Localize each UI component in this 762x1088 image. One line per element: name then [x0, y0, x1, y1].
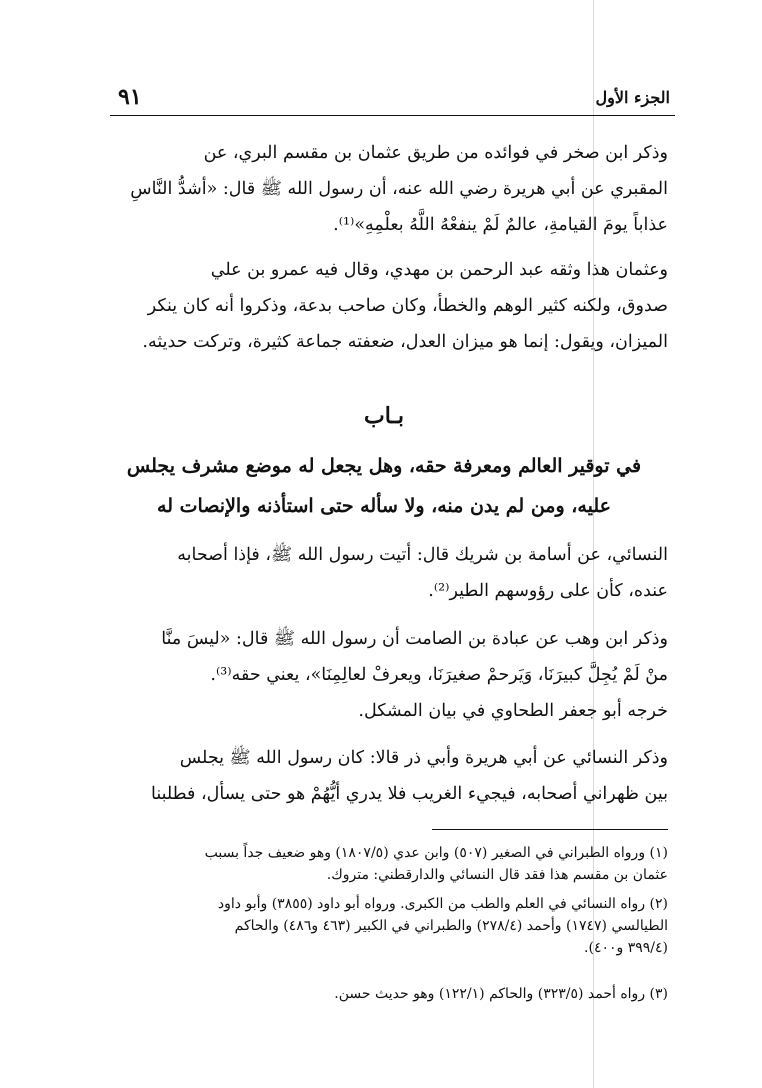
text-line: المقبري عن أبي هريرة رضي الله عنه، أن رسول الله ﷺ قال: «أشدُّ النَّاسِ: [130, 179, 668, 199]
footnote-line: (٣٩٩/٤ و٤٠٠).: [584, 940, 668, 956]
footnote-line: الطيالسي (١٧٤٧) وأحمد (٢٧٨/٤) والطبراني في الكبير (٤٦٣ و٤٨٦) والحاكم: [234, 918, 668, 934]
text-line: صدوق، ولكنه كثير الوهم والخطأ، وكان صاحب بدعة، وذكروا أنه كان ينكر: [147, 296, 668, 316]
footnote-line: (٣) رواه أحمد (٣٢٣/٥) والحاكم (١٢٢/١) وهو حديث حسن.: [334, 986, 668, 1002]
text-line: وذكر ابن صخر في فوائده من طريق عثمان بن مقسم البري، عن: [203, 143, 668, 163]
text-line: بين ظهراني أصحابه، فيجيء الغريب فلا يدري أيُّهُمْ هو حتى يسأل، فطلبنا: [151, 784, 668, 804]
text-line: وذكر ابن وهب عن عبادة بن الصامت أن رسول الله ﷺ قال: «ليسَ منَّا: [161, 629, 668, 649]
footnote-line: (١) ورواه الطبراني في الصغير (٥٠٧) وابن عدي (١٨٠٧/٥) وهو ضعيف جداً بسبب: [204, 845, 668, 861]
footnote-line: عثمان بن مقسم هذا فقد قال النسائي والدارقطني: متروك.: [326, 867, 668, 883]
page-number: ٩١: [118, 84, 142, 110]
footnote-2: [92, 893, 668, 959]
running-header: [118, 84, 670, 114]
footnote-line: (٢) رواه النسائي في العلم والطب من الكبرى. ورواه أبو داود (٣٨٥٥) وأبو داود: [217, 896, 668, 912]
text-line: الميزان، ويقول: إنما هو ميزان العدل، ضعفته جماعة كثيرة، وتركت حديثه.: [142, 332, 668, 352]
text-line: وعثمان هذا وثقه عبد الرحمن بن مهدي، وقال فيه عمرو بن علي: [210, 260, 668, 280]
footnote-separator: [432, 829, 668, 830]
footnote-1: [92, 842, 668, 886]
paragraph-ibn-wahb: [100, 621, 668, 729]
text-line: عنده، كأن على رؤوسهم الطير⁽²⁾.: [428, 581, 668, 601]
paragraph-nasai-abu-hurayra: [100, 740, 668, 812]
text-line: عذاباً يومَ القيامةِ، عالمٌ لَمْ ينفعْهُ اللَّهُ بعلْمِهِ»⁽¹⁾.: [333, 215, 668, 235]
footnote-3: [92, 983, 668, 1005]
chapter-title: [100, 446, 668, 526]
chapter-title-line: في توقير العالم ومعرفة حقه، وهل يجعل له موضع مشرف يجلس: [126, 455, 642, 477]
text-line: وذكر النسائي عن أبي هريرة وأبي ذر قالا: كان رسول الله ﷺ يجلس: [179, 748, 668, 768]
text-line: النسائي، عن أسامة بن شريك قال: أتيت رسول الله ﷺ، فإذا أصحابه: [177, 545, 668, 565]
header-rule: [110, 115, 675, 116]
text-line: منْ لَمْ يُجِلَّ كبيرَنَا، وَيَرحمْ صغيرَنَا، ويعرفْ لعالِمِنَا»، يعني حقه⁽³⁾.: [210, 665, 668, 685]
paragraph-nasai-usama: [100, 537, 668, 609]
paragraph-uthman: [100, 252, 668, 360]
paragraph-ibn-sakhr: [100, 135, 668, 243]
chapter-label: بـاب: [364, 403, 404, 429]
book-part-title: الجزء الأول: [595, 88, 670, 107]
chapter-title-line: عليه، ومن لم يدن منه، ولا سأله حتى استأذنه والإنصات له: [157, 495, 611, 517]
text-line: خرجه أبو جعفر الطحاوي في بيان المشكل.: [358, 701, 668, 721]
